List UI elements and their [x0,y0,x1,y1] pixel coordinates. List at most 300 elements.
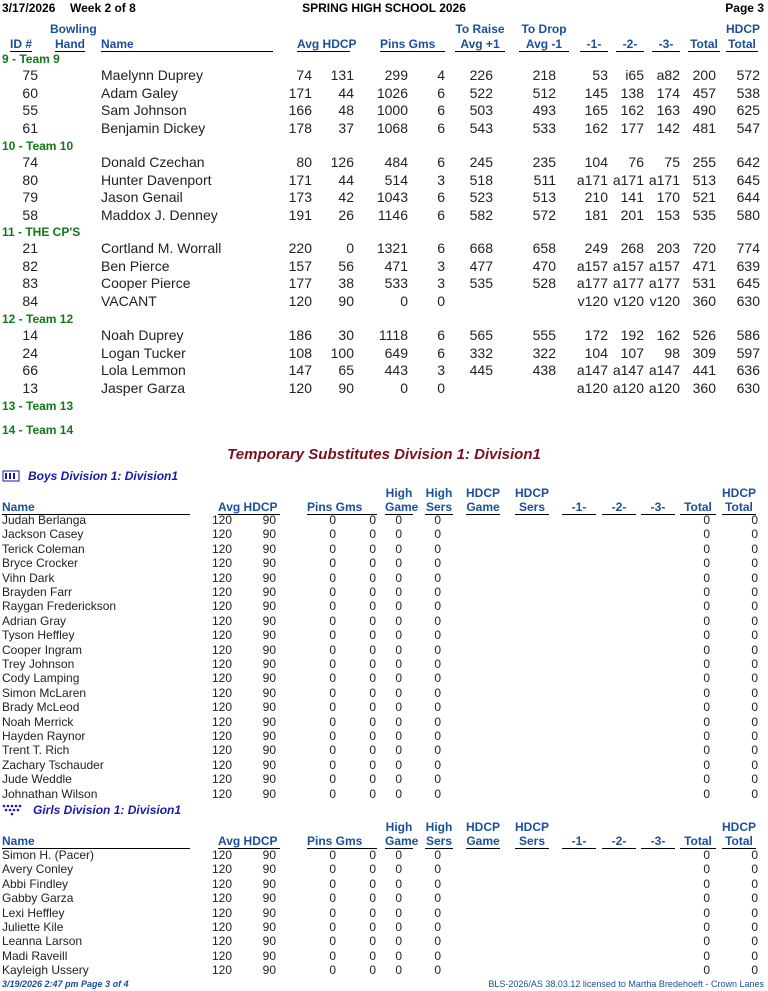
sub-avg: 120 [211,685,232,700]
col-hdcp-sers: Sers [515,500,549,515]
sub-name: Noah Merrick [2,714,74,729]
footer-license: BLS-2026/AS 38.03.12 licensed to Martha Bredehoeft - Crown Lanes [488,979,764,989]
sub-gms: 0 [369,628,376,643]
col-raise-top: To Raise [455,22,505,36]
player-hdcp: 26 [338,206,354,223]
player-to-raise: 226 [469,67,493,83]
sub-gms: 0 [369,613,376,628]
sub-name: Cooper Ingram [2,642,83,657]
player-id: 84 [22,292,38,309]
player-game2: 141 [620,189,644,206]
player-avg: 177 [288,275,312,292]
sub-pins: 0 [329,963,336,978]
sub-hdcp: 90 [262,527,276,542]
sub-hdcp-total: 0 [751,642,758,657]
sub-total: 0 [703,642,710,657]
player-game2: 268 [620,240,644,256]
sub-total: 0 [703,876,710,891]
sub-hdcp: 90 [262,599,276,614]
player-hdcp-total: 642 [736,154,760,170]
sub-gms: 0 [369,513,376,527]
player-to-drop: 511 [533,171,556,188]
player-game3: 162 [656,327,680,343]
sub-hdcp: 90 [262,729,276,743]
col-drop-top: To Drop [521,22,567,36]
player-name: Maelynn Duprey [101,67,203,83]
sub-hdcp-total: 0 [751,628,758,643]
sub-gms: 0 [369,714,376,729]
player-game3: 174 [656,84,680,101]
sub-high-sers: 0 [434,700,441,715]
team-label: 12 - Team 12 [2,312,74,326]
player-hdcp-total: 774 [736,240,760,256]
player-game1: a147 [576,362,608,379]
sub-total: 0 [703,570,710,585]
sub-gms: 0 [369,527,376,542]
sub-name: Hayden Raynor [2,729,86,743]
sub-hdcp-total: 0 [751,920,758,934]
player-game2: 76 [628,154,644,170]
sub-avg: 120 [211,700,232,715]
player-to-drop: 572 [532,206,556,223]
sub-total: 0 [703,671,710,686]
player-to-raise: 477 [469,257,493,274]
player-hdcp: 56 [338,257,354,274]
sub-total: 0 [703,585,710,599]
report-title: SPRING HIGH SCHOOL 2026 [302,1,466,15]
player-avg: 80 [296,154,312,170]
sub-avg: 120 [211,671,232,686]
sub-name: Jackson Casey [2,527,84,542]
player-game3: 142 [656,119,680,136]
sub-hdcp-total: 0 [751,963,758,978]
boys-label: Boys Division 1: Division1 [28,469,179,483]
player-gms: 0 [437,292,445,309]
sub-high-game: 0 [395,786,402,801]
sub-high-sers: 0 [434,934,441,949]
sub-gms: 0 [369,599,376,614]
sub-high-game: 0 [395,876,402,891]
col-g1: -1- [580,37,608,52]
player-game1: 145 [584,84,608,101]
sub-name: Avery Conley [2,862,74,877]
player-avg: 178 [288,119,312,136]
sub-name: Johnathan Wilson [2,786,98,801]
player-game3: 170 [656,189,680,206]
sub-name: Kayleigh Ussery [2,963,89,978]
sub-hdcp-total: 0 [751,700,758,715]
sub-hdcp-total: 0 [751,657,758,671]
sub-pins: 0 [329,556,336,571]
sub-high-game: 0 [395,920,402,934]
player-gms: 4 [437,67,445,83]
player-name: Ben Pierce [101,257,170,274]
player-hdcp-total: 644 [736,189,760,206]
player-total: 441 [692,362,716,379]
player-name: Adam Galey [101,84,179,101]
player-hdcp: 44 [338,84,354,101]
player-game1: a171 [576,171,608,188]
sub-high-sers: 0 [434,714,441,729]
sub-hdcp-total: 0 [751,527,758,542]
player-game1: 210 [584,189,608,206]
sub-high-sers: 0 [434,772,441,787]
sub-high-game: 0 [395,671,402,686]
sub-name: Madi Raveill [2,948,68,963]
sub-high-game: 0 [395,934,402,949]
player-gms: 0 [437,379,445,396]
player-gms: 6 [437,102,445,119]
player-pins: 514 [384,171,408,188]
sub-high-game: 0 [395,513,402,527]
sub-total: 0 [703,513,710,527]
player-pins: 443 [384,362,408,379]
player-id: 82 [22,257,38,274]
player-game3: 163 [656,102,680,119]
player-name: Jason Genail [101,189,183,206]
sub-high-sers: 0 [434,905,441,920]
sub-pins: 0 [329,599,336,614]
page-number: Page 3 [725,1,764,15]
player-avg: 191 [288,206,312,223]
col-htotal: Total [722,834,756,849]
sub-pins: 0 [329,700,336,715]
sub-avg: 120 [211,920,232,934]
player-pins: 649 [384,344,408,361]
player-game1: a177 [576,275,608,292]
player-avg: 220 [288,240,312,256]
col-g3: -3- [641,834,675,849]
sub-gms: 0 [369,876,376,891]
player-game2: 192 [620,327,644,343]
sub-hdcp: 90 [262,685,276,700]
player-to-raise: 518 [469,171,493,188]
sub-pins: 0 [329,772,336,787]
player-to-raise: 668 [469,240,493,256]
player-total: 531 [692,275,716,292]
player-avg: 74 [296,67,312,83]
player-hdcp-total: 645 [736,275,760,292]
sub-total: 0 [703,934,710,949]
sub-high-game: 0 [395,743,402,758]
col-g3: -3- [641,500,675,515]
player-name: Logan Tucker [101,344,186,361]
sub-hdcp-total: 0 [751,585,758,599]
player-to-raise: 535 [469,275,493,292]
sub-total: 0 [703,757,710,772]
sub-hdcp: 90 [262,513,276,527]
player-game3: 153 [656,206,680,223]
player-pins: 1000 [376,102,408,119]
col-hand-top: Bowling [50,22,97,36]
sub-hdcp-total: 0 [751,905,758,920]
player-hdcp-total: 630 [736,379,760,396]
sub-name: Gabby Garza [2,891,74,906]
sub-avg: 120 [211,743,232,758]
sub-high-game: 0 [395,628,402,643]
sub-hdcp-total: 0 [751,556,758,571]
sub-high-sers: 0 [434,862,441,877]
sub-high-game: 0 [395,862,402,877]
player-id: 55 [22,102,38,119]
player-game3: a177 [648,275,680,292]
sub-pins: 0 [329,905,336,920]
col-hdcp-game: Game [466,834,500,848]
sub-hdcp: 90 [262,657,276,671]
player-game2: 107 [620,344,644,361]
sub-pins: 0 [329,513,336,527]
team-label: 10 - Team 10 [2,139,74,153]
sub-name: Trent T. Rich [2,743,70,758]
player-avg: 186 [288,327,312,343]
sub-hdcp-total: 0 [751,948,758,963]
player-pins: 1146 [377,206,408,223]
player-hdcp: 37 [338,119,354,136]
sub-gms: 0 [369,657,376,671]
sub-high-game: 0 [395,905,402,920]
player-gms: 6 [437,84,445,101]
player-name: Donald Czechan [101,154,205,170]
sub-high-sers: 0 [434,513,441,527]
sub-name: Raygan Frederickson [2,599,117,614]
sub-gms: 0 [369,920,376,934]
col-g3: -3- [652,37,680,52]
player-hdcp-total: 572 [736,67,760,83]
col-g2: -2- [616,37,644,52]
player-game1: 181 [584,206,608,223]
player-game3: a120 [648,379,680,396]
col-hdcp-game-top: HDCP [466,820,501,834]
player-game2: 201 [620,206,644,223]
sub-gms: 0 [369,671,376,686]
sub-avg: 120 [211,948,232,963]
col-high-sers: Sers [425,500,453,514]
col-pins-gms: Pins Gms [307,834,377,849]
player-game2: 162 [620,102,644,119]
sub-pins: 0 [329,786,336,801]
player-to-drop: 528 [532,275,556,292]
sub-total: 0 [703,599,710,614]
sub-gms: 0 [369,729,376,743]
player-id: 83 [22,275,38,292]
sub-hdcp: 90 [262,963,276,978]
sub-total: 0 [703,786,710,801]
player-pins: 484 [384,154,408,170]
sub-gms: 0 [369,642,376,657]
sub-avg: 120 [211,772,232,787]
sub-pins: 0 [329,714,336,729]
sub-gms: 0 [369,743,376,758]
col-id: ID # [10,37,33,51]
player-game2: 177 [620,119,644,136]
sub-pins: 0 [329,934,336,949]
sub-pins: 0 [329,685,336,700]
player-name: Benjamin Dickey [101,119,206,136]
player-game1: a120 [576,379,608,396]
player-id: 75 [22,67,38,83]
sub-gms: 0 [369,786,376,801]
sub-hdcp-total: 0 [751,570,758,585]
player-name: Noah Duprey [101,327,184,343]
player-hdcp: 126 [330,154,354,170]
sub-high-game: 0 [395,891,402,906]
player-game2: a147 [612,362,644,379]
col-hdcp-game-top: HDCP [466,486,501,500]
player-total: 521 [692,189,716,206]
sub-pins: 0 [329,585,336,599]
sub-high-game: 0 [395,599,402,614]
sub-name: Judah Berlanga [2,513,87,527]
player-gms: 3 [437,275,445,292]
col-high-game: Game [385,834,419,848]
player-gms: 3 [437,257,445,274]
sub-total: 0 [703,527,710,542]
sub-avg: 120 [211,729,232,743]
sub-hdcp: 90 [262,848,276,862]
sub-high-game: 0 [395,570,402,585]
player-pins: 1043 [376,189,408,206]
sub-total: 0 [703,657,710,671]
sub-hdcp: 90 [262,556,276,571]
sub-high-game: 0 [395,714,402,729]
player-hdcp: 90 [338,379,354,396]
sub-hdcp: 90 [262,570,276,585]
sub-name: Tyson Heffley [2,628,75,643]
player-game1: v120 [577,292,608,309]
sub-total: 0 [703,556,710,571]
player-hdcp: 0 [346,240,354,256]
sub-name: Adrian Gray [2,613,67,628]
sub-avg: 120 [211,613,232,628]
player-total: 309 [692,344,716,361]
sub-high-game: 0 [395,585,402,599]
sub-avg: 120 [211,657,232,671]
player-name: Cortland M. Worrall [101,240,222,256]
player-to-raise: 503 [469,102,493,119]
col-g2: -2- [602,834,636,849]
sub-pins: 0 [329,743,336,758]
sub-high-game: 0 [395,685,402,700]
player-gms: 6 [437,206,445,223]
col-hdcp-game: Game [466,500,500,514]
col-htotal-top: HDCP [722,486,757,500]
player-id: 14 [22,327,38,343]
sub-hdcp: 90 [262,642,276,657]
sub-high-sers: 0 [434,743,441,758]
player-total: 535 [692,206,716,223]
sub-high-sers: 0 [434,920,441,934]
player-avg: 120 [288,292,312,309]
player-to-drop: 555 [532,327,556,343]
sub-high-game: 0 [395,700,402,715]
sub-high-game: 0 [395,657,402,671]
player-to-raise: 445 [469,362,493,379]
player-pins: 1068 [376,119,408,136]
player-name: Hunter Davenport [101,171,212,188]
col-hdcp-sers: Sers [515,834,549,849]
player-gms: 6 [437,189,445,206]
sub-total: 0 [703,920,710,934]
sub-name: Lexi Heffley [2,905,65,920]
sub-pins: 0 [329,642,336,657]
sub-name: Vihn Dark [2,570,55,585]
col-hdcp-sers-top: HDCP [515,486,550,500]
sub-avg: 120 [211,642,232,657]
sub-avg: 120 [211,599,232,614]
sub-high-sers: 0 [434,541,441,556]
sub-high-sers: 0 [434,527,441,542]
sub-gms: 0 [369,556,376,571]
player-total: 200 [692,67,716,83]
sub-pins: 0 [329,541,336,556]
player-game2: a177 [612,275,644,292]
team-label: 9 - Team 9 [2,52,60,66]
player-total: 360 [692,292,716,309]
sub-high-sers: 0 [434,613,441,628]
player-pins: 471 [384,257,408,274]
sub-avg: 120 [211,556,232,571]
sub-pins: 0 [329,876,336,891]
player-name: Cooper Pierce [101,275,191,292]
col-high-game: Game [385,500,419,514]
sub-high-sers: 0 [434,642,441,657]
sub-high-game: 0 [395,848,402,862]
sub-gms: 0 [369,862,376,877]
player-game2: a171 [612,171,644,188]
sub-pins: 0 [329,527,336,542]
sub-high-sers: 0 [434,628,441,643]
col-avg-hdcp: Avg HDCP [218,834,280,849]
player-id: 60 [22,84,38,101]
player-pins: 1026 [376,84,408,101]
col-high-game-top: High [385,820,413,834]
sub-hdcp-total: 0 [751,786,758,801]
sub-hdcp: 90 [262,585,276,599]
player-hdcp-total: 547 [736,119,760,136]
sub-avg: 120 [211,891,232,906]
sub-hdcp-total: 0 [751,891,758,906]
player-avg: 166 [288,102,312,119]
player-game2: a157 [612,257,644,274]
col-drop: Avg -1 [519,37,569,52]
player-to-raise: 565 [469,327,493,343]
sub-avg: 120 [211,934,232,949]
sub-total: 0 [703,685,710,700]
player-hdcp-total: 580 [736,206,760,223]
player-id: 74 [22,154,38,170]
player-total: 471 [692,257,716,274]
sub-high-sers: 0 [434,585,441,599]
col-avg-hdcp: Avg HDCP [297,37,357,51]
sub-pins: 0 [329,570,336,585]
girls-label: Girls Division 1: Division1 [33,803,182,817]
sub-name: Abbi Findley [2,876,69,891]
player-pins: 0 [400,379,408,396]
sub-name: Brady McLeod [2,700,80,715]
player-game3: v120 [649,292,680,309]
col-name: Name [2,500,190,515]
sub-pins: 0 [329,613,336,628]
sub-total: 0 [703,963,710,978]
col-hdcp-sers-top: HDCP [515,820,550,834]
sub-high-sers: 0 [434,891,441,906]
sub-gms: 0 [369,963,376,978]
footer-printed: 3/19/2026 2:47 pm Page 3 of 4 [2,979,129,989]
player-avg: 120 [288,379,312,396]
col-total: Total [680,500,716,515]
team-label: 14 - Team 14 [2,423,74,437]
sub-name: Brayden Farr [2,585,73,599]
